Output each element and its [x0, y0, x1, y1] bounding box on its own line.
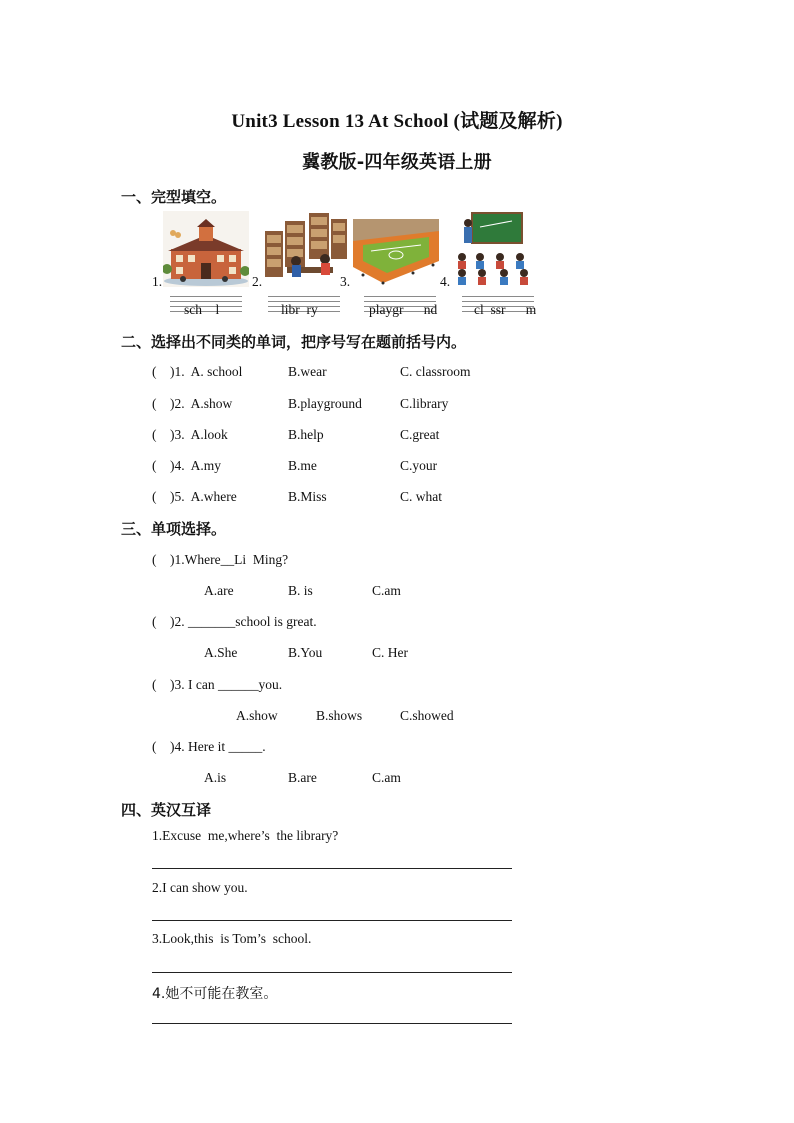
playground-picture: [353, 211, 439, 287]
s3-q2: ( )2. _______school is great.: [152, 614, 317, 629]
section-4-heading: 四、英汉互译: [121, 801, 212, 819]
s2-q1: ( )1. A. school: [152, 364, 243, 379]
answer-line-3[interactable]: [152, 972, 512, 973]
s2-q2-c: C.library: [400, 396, 449, 411]
s4-item-3: 3.Look,this is Tom’s school.: [152, 931, 312, 946]
section-2-heading: 二、选择出不同类的单词，把序号写在题前括号内。: [121, 333, 467, 351]
s3-q1-c: C.am: [372, 583, 401, 598]
s2-q4-b: B.me: [288, 458, 317, 473]
s3-q3-b: B.shows: [316, 708, 363, 723]
s3-q4-c: C.am: [372, 770, 401, 785]
s3-q1-b: B. is: [288, 583, 313, 598]
s2-q4: ( )4. A.my: [152, 458, 221, 473]
s2-q3-b: B.help: [288, 427, 324, 442]
s4-item-1: 1.Excuse me,where’s the library?: [152, 828, 339, 843]
answer-line-2[interactable]: [152, 920, 512, 921]
s2-q5: ( )5. A.where: [152, 489, 237, 504]
s2-q4-c: C.your: [400, 458, 438, 473]
fill-word-1: sch l: [184, 302, 220, 317]
item-number-3: 3.: [340, 274, 351, 289]
s2-q3-c: C.great: [400, 427, 440, 442]
s3-q3-c: C.showed: [400, 708, 454, 723]
s3-q4-b: B.are: [288, 770, 317, 785]
fill-word-2: libr ry: [281, 302, 318, 317]
item-number-2: 2.: [252, 274, 263, 289]
s2-q2: ( )2. A.show: [152, 396, 233, 411]
s4-item-4: 4.她不可能在教室。: [152, 986, 278, 1002]
s3-q2-a: A.She: [204, 645, 238, 660]
s2-q1-c: C. classroom: [400, 364, 471, 379]
s4-item-2: 2.I can show you.: [152, 880, 248, 895]
classroom-picture: [452, 211, 538, 287]
section-3-heading: 三、单项选择。: [121, 520, 227, 538]
item-number-1: 1.: [152, 274, 163, 289]
s3-q3: ( )3. I can ______you.: [152, 677, 283, 692]
fill-word-3: playgr nd: [369, 302, 438, 317]
answer-line-1[interactable]: [152, 868, 512, 869]
s3-q1-a: A.are: [204, 583, 234, 598]
page-title: Unit3 Lesson 13 At School (试题及解析): [231, 111, 563, 132]
s3-q3-a: A.show: [236, 708, 278, 723]
s2-q5-b: B.Miss: [288, 489, 327, 504]
s2-q3: ( )3. A.look: [152, 427, 228, 442]
answer-line-4[interactable]: [152, 1023, 512, 1024]
s3-q1: ( )1.Where__Li Ming?: [152, 552, 289, 567]
s3-q2-b: B.You: [288, 645, 323, 660]
school-building-picture: [163, 211, 249, 287]
s3-q2-c: C. Her: [372, 645, 408, 660]
fill-word-4: cl ssr m: [474, 302, 537, 317]
s2-q1-b: B.wear: [288, 364, 327, 379]
s3-q4-a: A.is: [204, 770, 227, 785]
s2-q2-b: B.playground: [288, 396, 362, 411]
page-subtitle: 冀教版-四年级英语上册: [302, 152, 492, 173]
item-number-4: 4.: [440, 274, 451, 289]
s2-q5-c: C. what: [400, 489, 442, 504]
section-1-heading: 一、完型填空。: [121, 188, 227, 206]
library-picture: [263, 211, 349, 287]
s3-q4: ( )4. Here it _____.: [152, 739, 266, 754]
